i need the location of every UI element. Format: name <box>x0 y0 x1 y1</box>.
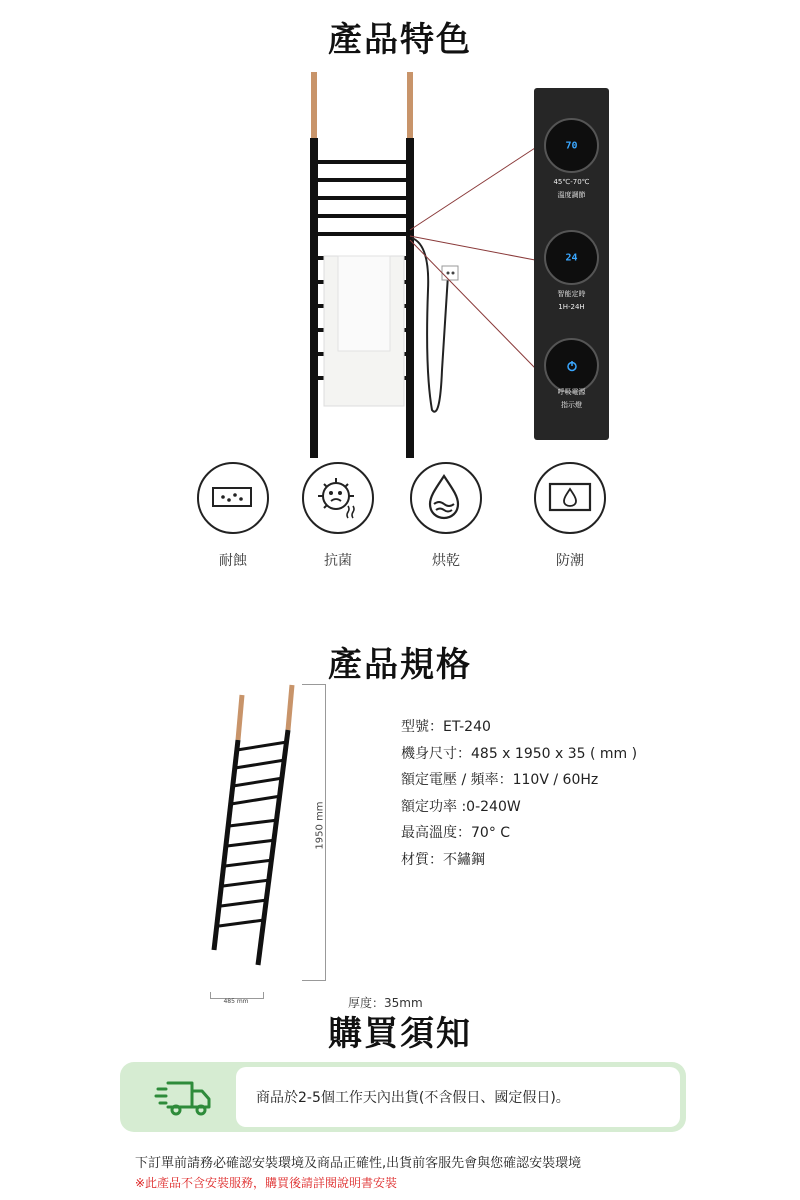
purchase-title: 購買須知 <box>328 1014 472 1054</box>
timer-range-caption: 1H-24H <box>558 303 585 311</box>
spec-list <box>401 714 637 873</box>
leader-lines <box>400 140 540 380</box>
timer-caption: 智能定時 <box>557 290 586 298</box>
feature-label: 防潮 <box>556 553 584 569</box>
spec-voltage: 額定電壓 / 頻率：110V / 60Hz <box>401 772 599 788</box>
temp-adjust-caption: 溫度調節 <box>557 191 586 199</box>
feature-label: 烘乾 <box>432 553 460 569</box>
timer-display: 24 <box>565 252 578 263</box>
temperature-display: 70 <box>565 140 578 151</box>
installation-warning: ※此產品不含安裝服務，購買後請詳閱說明書安裝 <box>135 1176 398 1190</box>
feature-label: 抗菌 <box>324 553 352 569</box>
control-panel <box>534 88 609 440</box>
dim-tick-top <box>302 684 326 685</box>
dim-tick-bottom <box>302 980 326 981</box>
spec-max-temp: 最高溫度：70° C <box>401 825 511 841</box>
feature-corrosion <box>178 462 288 570</box>
moisture-proof-icon <box>536 464 604 532</box>
features-title: 產品特色 <box>328 20 472 60</box>
width-dimension-label: 485 mm <box>223 998 249 1005</box>
shipping-notice <box>120 1062 686 1132</box>
spec-dimensions: 機身尺寸：485 x 1950 x 35 ( mm ) <box>401 745 638 762</box>
drying-icon <box>412 464 480 532</box>
feature-antibacterial <box>283 462 393 570</box>
power-knob <box>544 338 599 393</box>
indicator-caption: 指示燈 <box>561 401 582 409</box>
spec-power: 額定功率 :0-240W <box>401 798 521 815</box>
shipping-note: 商品於2-5個工作天內出貨(不含假日、國定假日)。 <box>256 1090 570 1106</box>
delivery-truck-icon <box>154 1075 214 1119</box>
feature-drying <box>391 462 501 570</box>
temperature-knob <box>544 118 599 173</box>
temp-range-caption: 45℃-70℃ <box>553 178 590 186</box>
spec-model: 型號：ET-240 <box>401 719 491 735</box>
power-icon <box>566 360 578 372</box>
spec-material: 材質：不鏽鋼 <box>401 851 485 868</box>
feature-label: 耐蝕 <box>219 553 247 569</box>
power-caption: 呼吸電源 <box>557 388 586 396</box>
corrosion-resistant-icon <box>199 464 267 532</box>
timer-knob <box>544 230 599 285</box>
footer-note: 下訂單前請務必確認安裝環境及商品正確性,出貨前客服先會與您確認安裝環境 <box>135 1156 582 1171</box>
height-dimension-label: 1950 mm <box>314 801 326 850</box>
antibacterial-icon <box>304 464 372 532</box>
specs-title: 產品規格 <box>328 645 472 685</box>
thickness-label: 厚度：35mm <box>348 996 423 1010</box>
feature-moisture-proof <box>515 462 625 570</box>
